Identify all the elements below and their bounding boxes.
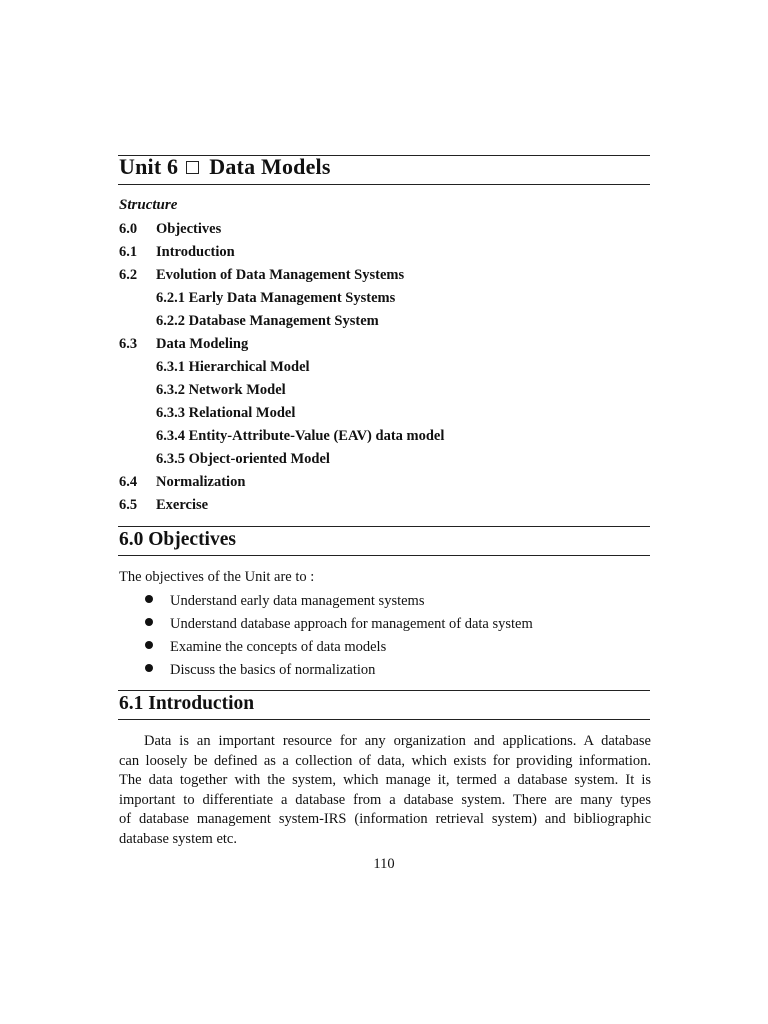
paragraph-line: can loosely be defined as a collection of data, which exists for providing information. [119,752,651,769]
toc-subitem: 6.2.2 Database Management System [156,313,379,329]
objectives-list [145,591,533,683]
bullet-icon [145,641,153,649]
list-item: Discuss the basics of normalization [145,660,533,683]
paragraph-line: important to differentiate a database from a database system. There are many types [119,791,651,808]
objectives-intro: The objectives of the Unit are to : [119,569,315,585]
objectives-top-rule [118,526,650,527]
title-bottom-rule [118,184,650,185]
bullet-icon [145,595,153,603]
toc-subitem: 6.3.5 Object-oriented Model [156,451,330,467]
toc-subitem: 6.3.1 Hierarchical Model [156,359,310,375]
list-item: Examine the concepts of data models [145,637,533,660]
paragraph-line: database system etc. [119,830,237,847]
toc-item: 6.2 Evolution of Data Management Systems [119,267,405,283]
structure-label: Structure [119,197,178,213]
introduction-paragraph [119,732,651,849]
page-number: 110 [373,856,395,872]
objectives-heading: 6.0 Objectives [119,529,236,550]
objectives-bottom-rule [118,555,650,556]
toc-item: 6.5 Exercise [119,497,209,513]
toc-item: 6.0 Objectives [119,221,222,237]
toc-item: 6.3 Data Modeling [119,336,249,352]
toc-subitem: 6.2.1 Early Data Management Systems [156,290,396,306]
toc-item: 6.4 Normalization [119,474,246,490]
list-item: Understand early data management systems [145,591,533,614]
table-of-contents [119,219,444,518]
introduction-top-rule [118,690,650,691]
introduction-heading: 6.1 Introduction [119,693,255,714]
introduction-bottom-rule [118,719,650,720]
unit-name: Data Models [209,154,331,179]
unit-prefix: Unit 6 [119,154,179,179]
bullet-icon [145,618,153,626]
bullet-icon [145,664,153,672]
unit-title [119,154,331,180]
toc-subitem: 6.3.3 Relational Model [156,405,296,421]
toc-subitem: 6.3.4 Entity-Attribute-Value (EAV) data model [156,428,445,444]
toc-item: 6.1 Introduction [119,244,235,260]
paragraph-line: of database management system-IRS (information retrieval system) and bibliographic [119,811,651,827]
list-item: Understand database approach for management of data system [145,614,533,637]
square-box-icon [186,161,199,174]
paragraph-line: Data is an important resource for any organization and applications. A database [144,733,651,749]
paragraph-line: The data together with the system, which manage it, termed a database system. It is [119,772,651,788]
toc-subitem: 6.3.2 Network Model [156,382,286,398]
